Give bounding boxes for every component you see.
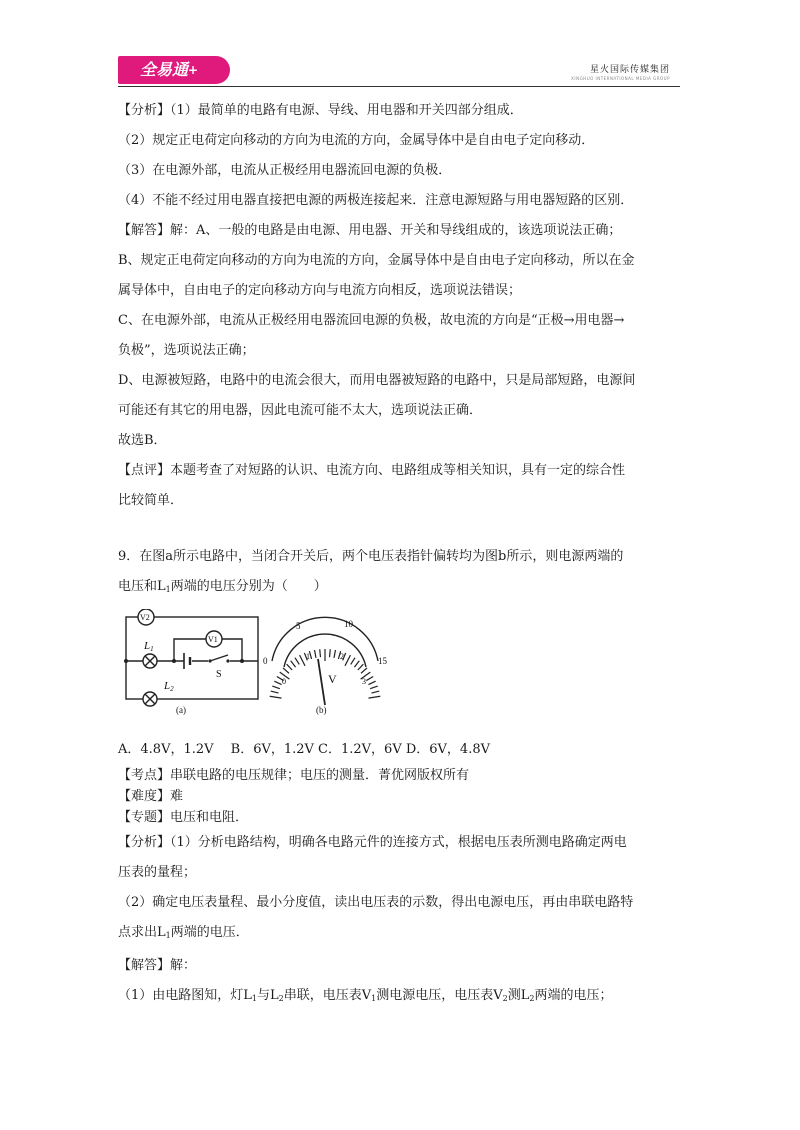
brand-logo — [118, 56, 230, 84]
gauge-tick — [287, 664, 292, 670]
scale-outer-10: 10 — [344, 619, 353, 629]
switch-label: S — [216, 669, 222, 680]
line-text: 两端的电压． — [170, 925, 249, 940]
line-text: 测L — [507, 988, 530, 1003]
company-name-cn: 星火国际传媒集团 — [589, 65, 670, 75]
text-line: 【分析】（1）分析电路结构，明确各电路元件的连接方式，根据电压表所测电路确定两电 — [118, 835, 627, 850]
text-line: 【解答】解： — [118, 958, 197, 973]
text-line: 【点评】本题考查了对短路的认识、电流方向、电路组成等相关知识，具有一定的综合性 — [118, 463, 626, 478]
text-line: 故选B． — [118, 433, 167, 448]
question-stem — [118, 572, 684, 605]
page-header — [118, 56, 680, 88]
text-line: （4）不能不经过用电器直接把电源的两极连接起来．注意电源短路与用电器短路的区别． — [118, 193, 634, 208]
scale-inner-1: 1 — [306, 652, 310, 661]
gauge-tick — [368, 681, 375, 684]
text-line: 属导体中，自由电子的定向移动方向与电流方向相反，选项说法错误； — [118, 283, 522, 298]
subscript: 1 — [251, 994, 257, 1003]
text-line — [118, 918, 684, 951]
circuit-and-meter-figure — [120, 609, 400, 719]
logo-plus: + — [188, 63, 199, 77]
gauge-tick — [371, 691, 379, 693]
text-line: （3）在电源外部，电流从正极经用电器流回电源的负极． — [118, 163, 452, 178]
line-text: 两端的电压； — [534, 988, 613, 1003]
subscript: 1 — [165, 585, 171, 594]
text-line: （2）规定正电荷定向移动的方向为电流的方向，金属导体中是自由电子定向移动． — [118, 133, 595, 148]
stem-text: 电压和L — [118, 579, 166, 594]
text-line: B、规定正电荷定向移动的方向为电流的方向，金属导体中是自由电子定向移动，所以在金 — [118, 253, 635, 268]
gauge-tick — [300, 655, 305, 666]
gauge-tick — [351, 658, 355, 665]
company-name-en: XINGHUO INTERNATIONAL MEDIA GROUP — [571, 76, 670, 81]
logo-text: 全易通 — [140, 60, 189, 79]
gauge-tick — [283, 668, 289, 673]
gauge-tick — [361, 668, 367, 673]
text-line: 【解答】解：A、一般的电路是由电源、用电器、开关和导线组成的，该选项说法正确； — [118, 223, 622, 238]
gauge-tick — [272, 686, 280, 689]
gauge-tick — [320, 649, 321, 657]
header-divider — [118, 86, 680, 87]
subscript: 2 — [278, 994, 284, 1003]
gauge-tick — [345, 655, 350, 666]
text-line: 负极”，选项说法正确； — [118, 343, 255, 358]
text-line: 【难度】难 — [118, 789, 184, 804]
text-line: 压表的量程； — [118, 865, 197, 880]
text-line: （2）确定电压表量程、最小分度值，读出电压表的示数，得出电源电压，再由串联电路特 — [118, 895, 634, 910]
document-body — [118, 96, 684, 1014]
text-line: 可能还有其它的用电器，因此电流可能不太大，选项说法正确． — [118, 403, 483, 418]
gauge-tick — [370, 686, 378, 689]
gauge-tick — [334, 650, 335, 658]
text-line — [118, 981, 684, 1014]
gauge-tick — [354, 661, 359, 667]
gauge-tick — [358, 664, 363, 670]
gauge-tick — [271, 691, 279, 693]
subscript: 1 — [371, 994, 377, 1003]
subscript: 1 — [165, 931, 171, 940]
v2-label: V2 — [140, 613, 150, 622]
meter-v-label: V — [328, 672, 337, 686]
line-text: （1）由电路图知，灯L — [118, 988, 252, 1003]
subscript: 2 — [502, 994, 508, 1003]
text-line: 【专题】电压和电阻． — [118, 810, 249, 825]
v1-label: V1 — [208, 635, 218, 644]
scale-inner-0: 0 — [282, 677, 286, 686]
caption-a: (a) — [176, 705, 186, 715]
answer-options: A．4.8V，1.2V B．6V，1.2V C．1.2V，6V D．6V，4.8V — [118, 742, 490, 757]
subscript: 2 — [529, 994, 535, 1003]
line-text: 测电源电压，电压表V — [376, 988, 503, 1003]
scale-outer-15: 15 — [378, 656, 387, 666]
gauge-tick — [368, 696, 380, 698]
gauge-tick — [291, 661, 296, 667]
scale-outer-5: 5 — [296, 621, 301, 631]
spacer — [118, 516, 684, 542]
gauge-tick — [270, 696, 282, 698]
scale-inner-3: 3 — [362, 677, 366, 686]
question-stem: 9．在图a所示电路中，当闭合开关后，两个电压表指针偏转均为图b所示，则电源两端的 — [118, 549, 624, 564]
caption-b: (b) — [316, 705, 327, 715]
text-line: D、电源被短路，电路中的电流会很大，而用电器被短路的电路中，只是局部短路，电源间 — [118, 373, 636, 388]
l1-label: L1 — [144, 640, 154, 653]
line-text: 串联，电压表V — [283, 988, 372, 1003]
scale-inner-2: 2 — [340, 652, 344, 661]
line-text: 与L — [257, 988, 279, 1003]
scale-outer-0: 0 — [263, 656, 268, 666]
gauge-tick — [315, 650, 316, 658]
stem-text: 两端的电压分别为（ ） — [170, 579, 327, 594]
text-line: 【分析】（1）最简单的电路有电源、导线、用电器和开关四部分组成． — [118, 103, 523, 118]
text-line: 比较简单． — [118, 493, 184, 508]
text-line: C、在电源外部，电流从正极经用电器流回电源的负极，故电流的方向是“正极→用电器→ — [118, 313, 625, 328]
gauge-tick — [295, 658, 299, 665]
gauge-tick — [366, 676, 373, 680]
question-figure — [118, 605, 684, 735]
text-line: 【考点】串联电路的电压规律；电压的测量．菁优网版权所有 — [118, 768, 470, 783]
gauge-ticks — [270, 649, 381, 698]
company-name — [571, 62, 670, 81]
line-text: 点求出L — [118, 925, 166, 940]
l2-label: L2 — [164, 680, 174, 693]
gauge-needle — [318, 659, 325, 705]
gauge-tick — [330, 649, 331, 657]
gauge-tick — [274, 681, 281, 684]
